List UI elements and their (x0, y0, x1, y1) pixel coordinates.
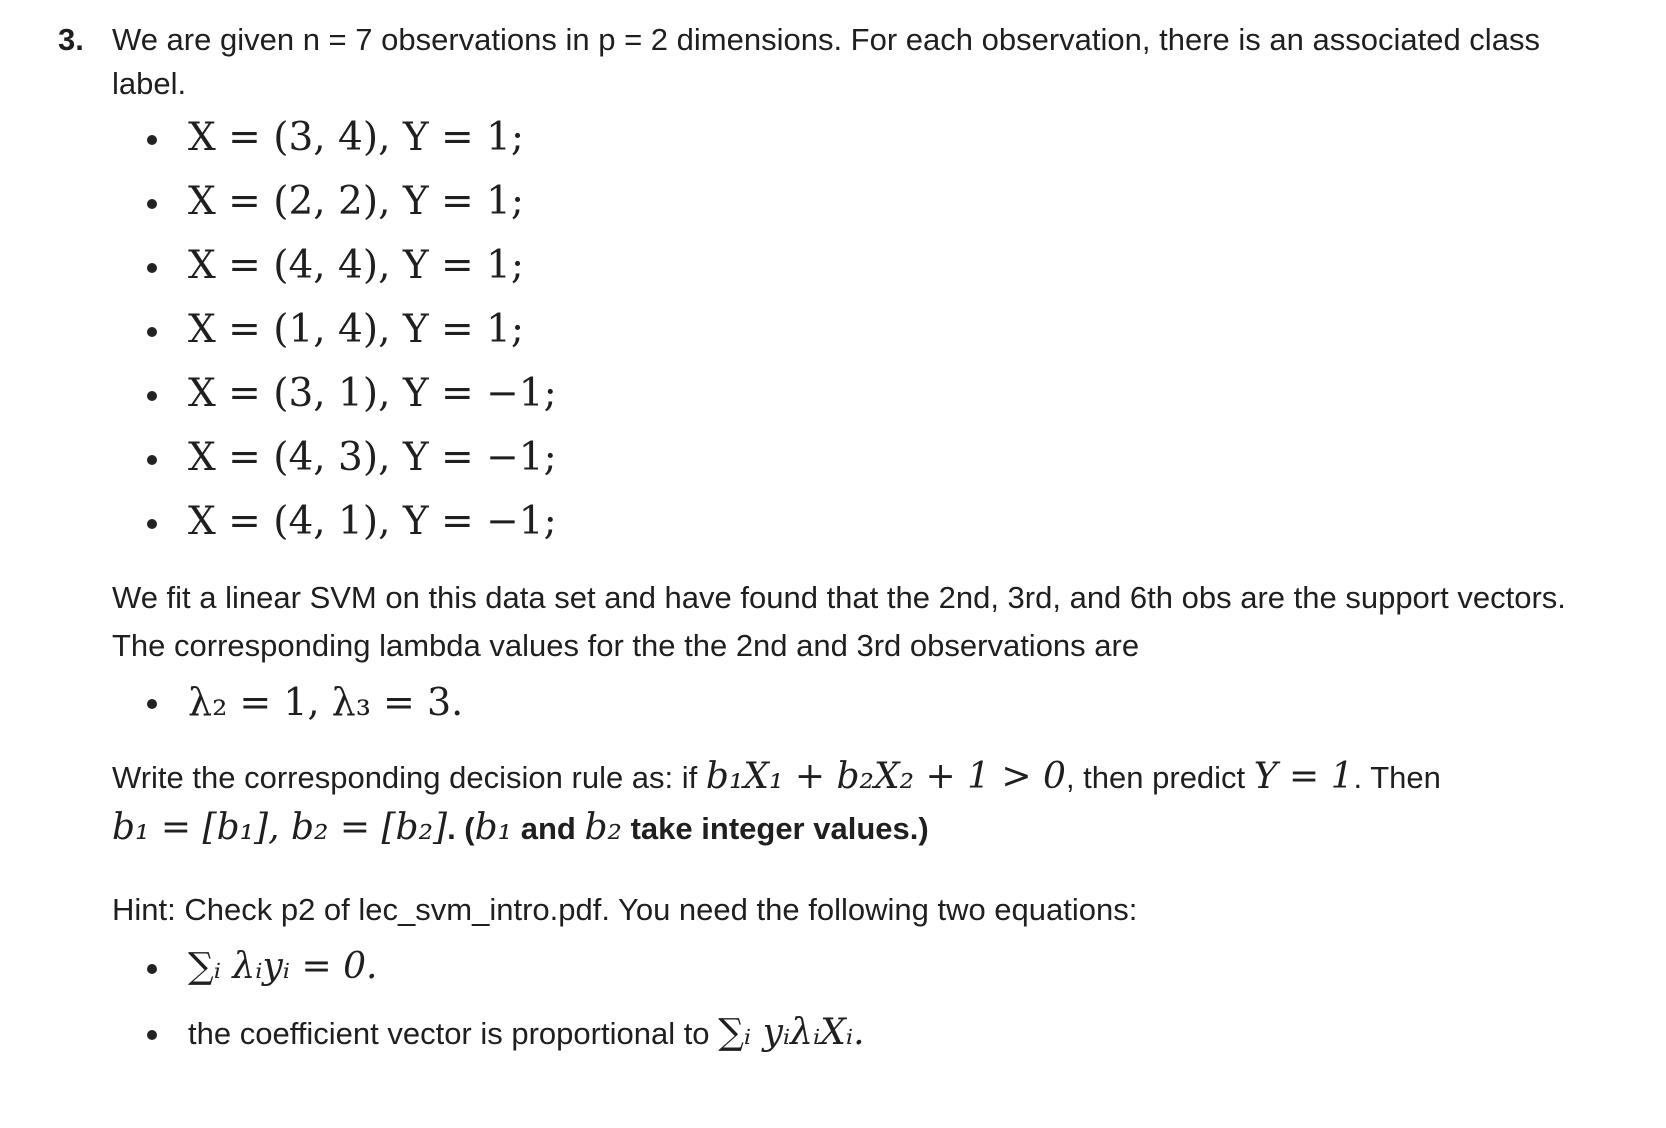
answer-expression: b₁ = [b₁], b₂ = [b₂] (112, 807, 448, 848)
rule-prediction: Y = 1 (1253, 756, 1354, 797)
question-header (58, 18, 1618, 106)
rule-middle: , then predict (1065, 760, 1246, 795)
observation-item: X = (4, 1), Y = −1; (112, 490, 1618, 554)
note-and: and (520, 811, 576, 846)
proportional-text: the coefficient vector is proportional to (188, 1016, 710, 1051)
sum-lambda-y-equation: ∑ᵢ λᵢyᵢ = 0. (188, 946, 378, 987)
rule-inequality: b₁X₁ + b₂X₂ + 1 > 0 (705, 756, 1066, 797)
observation-item: X = (1, 4), Y = 1; (112, 298, 1618, 362)
decision-rule (112, 752, 1618, 854)
note-b1: b₁ (474, 807, 513, 848)
observation-item: X = (4, 4), Y = 1; (112, 234, 1618, 298)
question-intro: We are given n = 7 observations in p = 2 dimensions. For each observation, there is an associated class label. (112, 22, 1540, 101)
svm-paragraph: We fit a linear SVM on this data set and have found that the 2nd, 3rd, and 6th obs are the support vectors. The corresponding lambda values for the the 2nd and 3rd observations are (112, 580, 1566, 663)
hint-equation-2 (112, 1000, 1618, 1066)
lambda-values: λ₂ = 1, λ₃ = 3. (112, 670, 1618, 734)
rule-prefix: Write the corresponding decision rule as: if (112, 760, 698, 795)
note-b2: b₂ (584, 807, 622, 848)
question-body (112, 106, 1618, 1066)
question-3 (58, 18, 1618, 1066)
rule-then: . Then (1353, 760, 1441, 795)
hint-equation-list (112, 934, 1618, 1066)
observation-item: X = (3, 1), Y = −1; (112, 362, 1618, 426)
note-tail: take integer values.) (630, 811, 929, 846)
observation-item: X = (2, 2), Y = 1; (112, 170, 1618, 234)
hint-text: Hint: Check p2 of lec_svm_intro.pdf. You need the following two equations: (112, 892, 1138, 927)
hint-equation-1 (112, 934, 1618, 1000)
observation-item: X = (3, 4), Y = 1; (112, 106, 1618, 170)
observation-list (112, 106, 1618, 554)
note-open: . ( (447, 811, 475, 846)
sum-y-lambda-x-expression: ∑ᵢ yᵢλᵢXᵢ. (718, 1012, 865, 1053)
observation-item: X = (4, 3), Y = −1; (112, 426, 1618, 490)
question-number: 3. (58, 22, 84, 57)
lambda-list (112, 670, 1618, 734)
